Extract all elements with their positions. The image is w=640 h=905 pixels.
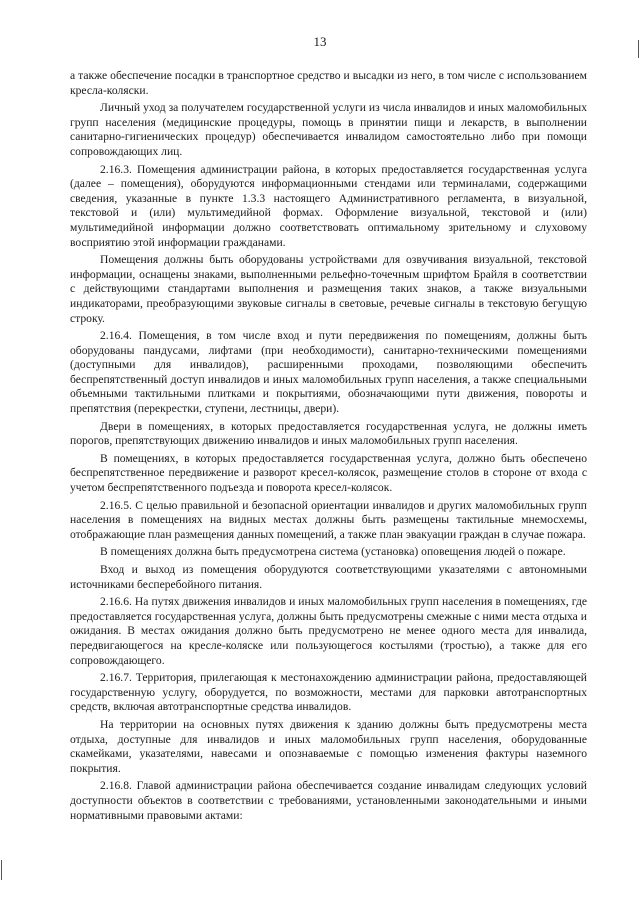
paragraph: 2.16.8. Главой администрации района обеспечивается создание инвалидам следующих условий доступности объектов в соответствии с требованиями, установленными законодательными и иными нормативными правовыми актами:	[70, 779, 587, 822]
paragraph: а также обеспечение посадки в транспортное средство и высадки из него, в том числе с использованием кресла-коляски.	[70, 69, 587, 97]
paragraph: Двери в помещениях, в которых предоставляется государственная услуга, не должны иметь порогов, препятствующих движению инвалидов и иных маломобильных групп населения.	[70, 419, 587, 448]
page-number: 13	[313, 34, 327, 49]
document-body	[70, 69, 587, 826]
paragraph: Личный уход за получателем государственной услуги из числа инвалидов и иных маломобильных групп населения (медицинские процедуры, помощь в принятии пищи и лекарств, в выполнении санитарно-гигиенических процедур) обеспечивается инвалидом самостоятельно либо при помощи сопровождающих лиц.	[70, 101, 587, 158]
paragraph: В помещениях, в которых предоставляется государственная услуга, должно быть обеспечено беспрепятственное передвижение и разворот кресел-колясок, размещение столов в стороне от входа с учетом беспрепятственного подъезда и поворота кресел-колясок.	[70, 451, 587, 495]
paragraph: Помещения должны быть оборудованы устройствами для озвучивания визуальной, текстовой информации, оснащены знаками, выполненными рельефно-точечным шрифтом Брайля в соответствии с действующими стандартами выполнения и размещения таких знаков, а также визуальными индикаторами, преобразующими звуковые сигналы в световые, речевые сигналы в текстовую бегущую строку.	[70, 253, 587, 325]
paragraph: 2.16.7. Территория, прилегающая к местонахождению администрации района, предоставляющей государственную услугу, оборудуется, по возможности, местами для парковки автотранспортных средств, включая автотранспортные средства инвалидов.	[70, 671, 587, 714]
paragraph: Вход и выход из помещения оборудуются соответствующими указателями с автономными источниками бесперебойного питания.	[70, 563, 587, 591]
paragraph: 2.16.5. С целью правильной и безопасной ориентации инвалидов и других маломобильных групп населения в помещениях на видных местах должны быть размещены тактильные мнемосхемы, отображающие план размещения данных помещений, а также план эвакуации граждан в случае пожара.	[70, 498, 587, 541]
paragraph: 2.16.4. Помещения, в том числе вход и пути передвижения по помещениям, должны быть оборудованы пандусами, лифтами (при необходимости), санитарно-техническими помещениями (доступными для инвалидов), расширенными проходами, позволяющими обеспечить беспрепятственный доступ инвалидов и иных маломобильных групп населения, а также специальными объемными тактильными плитками и покрытиями, обозначающими пути движения, повороты и препятствия (перекрестки, ступени, лестницы, двери).	[70, 329, 587, 416]
paragraph: 2.16.6. На путях движения инвалидов и иных маломобильных групп населения в помещениях, где предоставляется государственная услуга, должны быть предусмотрены смежные с ними места отдыха и ожидания. В местах ожидания должно быть предусмотрено не менее одного места для инвалида, передвигающегося на кресле-коляске или пользующегося костылями (тростью), а также для его сопровождающего.	[70, 595, 587, 667]
scan-edge-mark	[1, 860, 2, 880]
paragraph: 2.16.3. Помещения администрации района, в которых предоставляется государственная услуга (далее – помещения), оборудуются информационными стендами или терминалами, содержащими сведения, указанные в пункте 1.3.3 настоящего Административного регламента, в визуальной, текстовой и (или) мультимедийной формах. Оформление визуальной, текстовой и (или) мультимедийной информации должно соответствовать оптимальному зрительному и слуховому восприятию этой информации гражданами.	[70, 162, 587, 249]
paragraph: На территории на основных путях движения к зданию должны быть предусмотрены места отдыха, доступные для инвалидов и иных маломобильных групп населения, оборудованные скамейками, указателями, навесами и опознаваемые с помощью изменения фактуры наземного покрытия.	[70, 717, 587, 775]
paragraph: В помещениях должна быть предусмотрена система (установка) оповещения людей о пожаре.	[100, 545, 566, 559]
scan-edge-mark	[638, 40, 639, 58]
